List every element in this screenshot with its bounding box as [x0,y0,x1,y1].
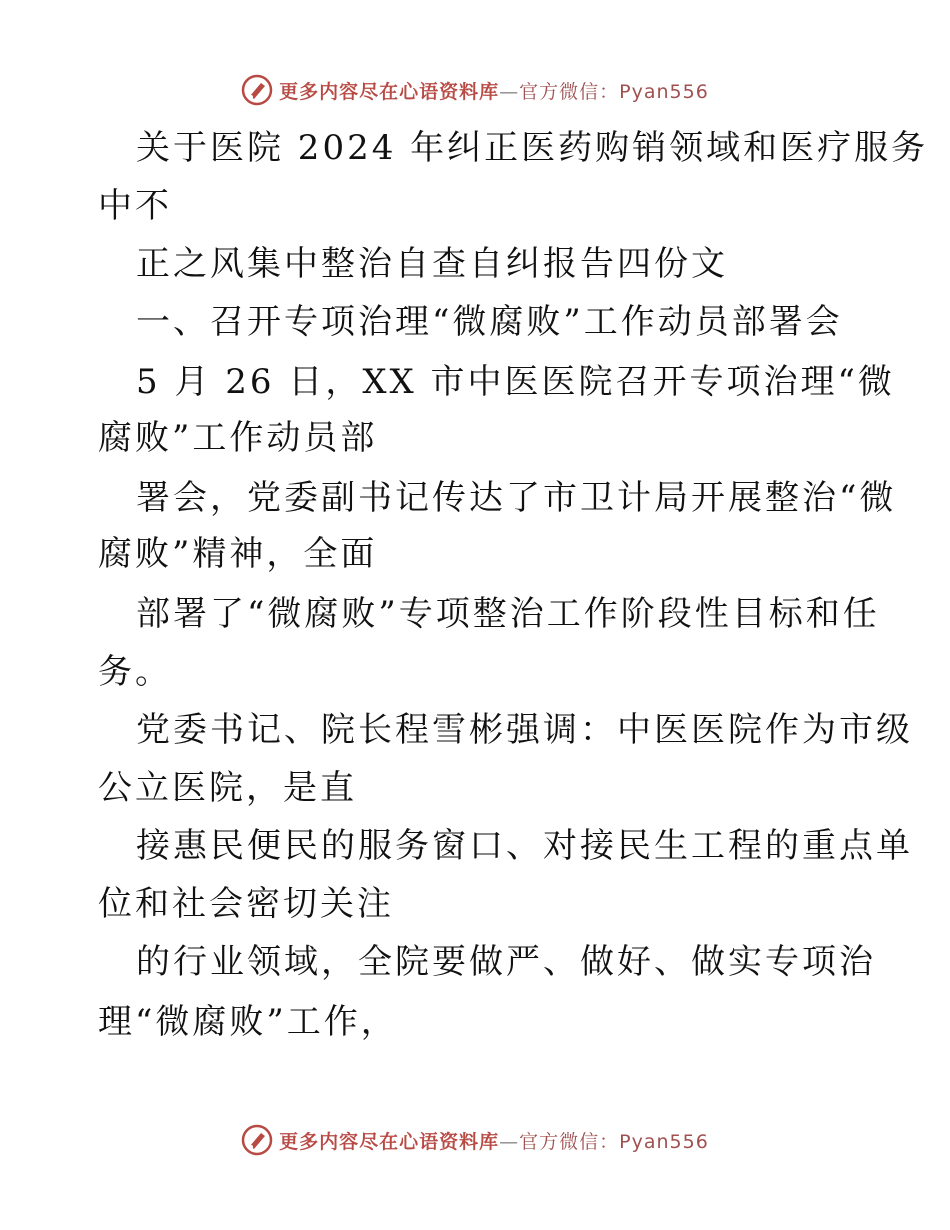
header-watermark [0,72,950,108]
paragraph-line: 部署了“微腐败”专项整治工作阶段性目标和任 [136,594,880,634]
document-title-line-2: 中不 [98,186,172,226]
watermark-dash: — [499,80,520,103]
paragraph-line: 署会，党委副书记传达了市卫计局开展整治“微 [136,478,897,518]
brand-logo-icon [241,74,273,106]
watermark-dash: — [499,1130,520,1153]
document-title-line-3: 正之风集中整治自查自纠报告四份文 [136,244,728,284]
footer-watermark [0,1122,950,1158]
watermark-contact: 官方微信：Pyan556 [519,80,709,103]
brand-logo-icon [241,1124,273,1156]
document-title-line-1: 关于医院 2024 年纠正医药购销领域和医疗服务 [136,128,929,168]
paragraph-line: 腐败”精神，全面 [98,534,378,574]
paragraph-line: 务。 [98,652,172,692]
paragraph-line: 理“微腐败”工作， [98,1002,398,1042]
watermark-main: 更多内容尽在心语资料库 [279,80,500,103]
paragraph-line: 5 月 26 日，XX 市中医医院召开专项治理“微 [136,362,895,402]
paragraph-line: 接惠民便民的服务窗口、对接民生工程的重点单 [136,826,913,866]
watermark-main: 更多内容尽在心语资料库 [279,1130,500,1153]
section-heading: 一、召开专项治理“微腐败”工作动员部署会 [136,302,843,342]
watermark-text [279,1127,709,1154]
paragraph-line: 腐败”工作动员部 [98,418,378,458]
paragraph-line: 公立医院，是直 [98,768,357,808]
paragraph-line: 位和社会密切关注 [98,884,394,924]
paragraph-line: 的行业领域，全院要做严、做好、做实专项治 [136,942,876,982]
watermark-contact: 官方微信：Pyan556 [519,1130,709,1153]
paragraph-line: 党委书记、院长程雪彬强调：中医医院作为市级 [136,710,913,750]
watermark-text [279,77,709,104]
